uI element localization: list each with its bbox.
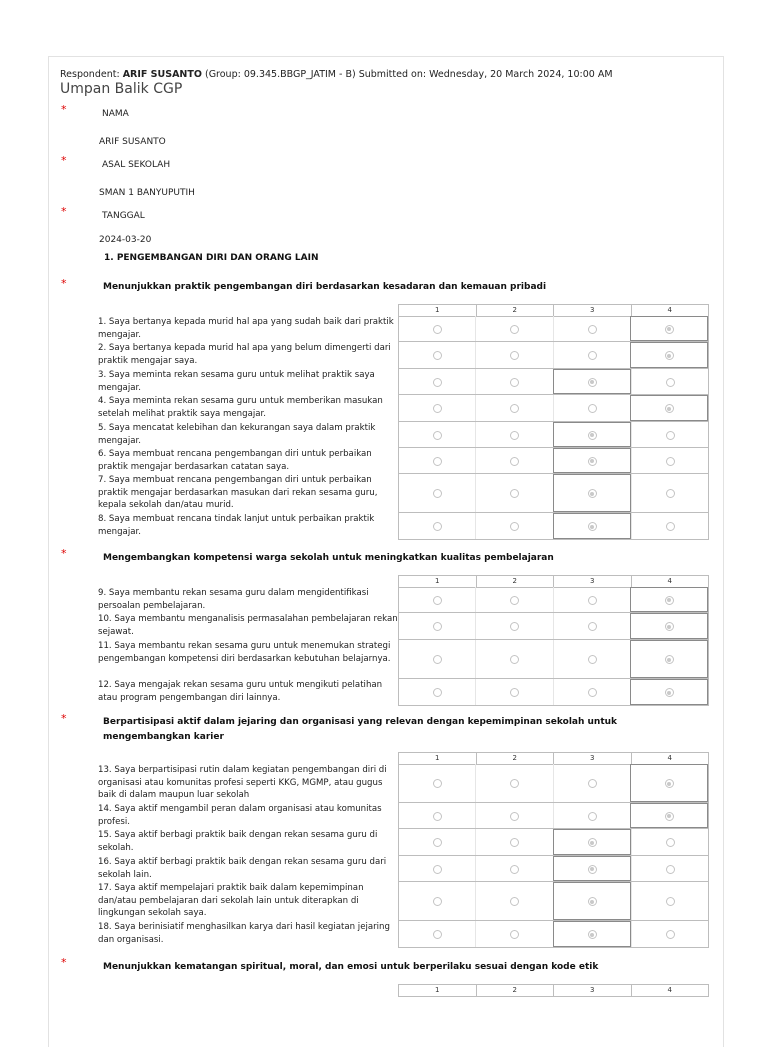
radio-option[interactable] <box>588 404 597 413</box>
statement-text: 6. Saya membuat rencana pengembangan diri untuk perbaikan praktik mengajar berdasarkan catatan saya. <box>98 449 372 472</box>
rating-cell <box>475 342 552 368</box>
rating-cell <box>553 474 631 512</box>
rating-cell <box>553 803 630 828</box>
radio-option[interactable] <box>510 404 519 413</box>
scale-label: 1 <box>435 306 440 314</box>
rating-options <box>398 829 709 856</box>
rating-cell <box>399 856 475 881</box>
radio-selected[interactable] <box>588 865 597 874</box>
rating-cell <box>553 764 630 802</box>
rating-cell <box>630 764 708 802</box>
group-title-2: Mengembangkan kompetensi warga sekolah untuk meningkatkan kualitas pembelajaran <box>103 553 554 563</box>
group-title-4: Menunjukkan kematangan spiritual, moral, dan emosi untuk berperilaku sesuai dengan kode etik <box>103 962 599 972</box>
form-title: Umpan Balik CGP <box>60 81 183 97</box>
radio-option[interactable] <box>588 622 597 631</box>
rating-cell <box>631 474 708 512</box>
scale-header <box>398 984 709 997</box>
rating-options <box>398 316 709 342</box>
rating-cell <box>553 422 631 447</box>
rating-cell <box>631 829 708 855</box>
radio-option[interactable] <box>588 688 597 697</box>
statement-text: 1. Saya bertanya kepada murid hal apa yang sudah baik dari praktik mengajar. <box>98 317 394 340</box>
required-mark: * <box>61 277 67 290</box>
scale-label: 4 <box>631 753 709 764</box>
rating-cell <box>475 882 552 920</box>
rating-cell <box>553 856 631 881</box>
radio-option[interactable] <box>433 431 442 440</box>
radio-option[interactable] <box>666 930 675 939</box>
rating-cell <box>630 640 708 678</box>
rating-cell <box>553 613 630 639</box>
radio-option[interactable] <box>433 838 442 847</box>
matrix-row <box>98 921 707 948</box>
matrix-row <box>98 856 707 882</box>
radio-option[interactable] <box>433 404 442 413</box>
radio-selected[interactable] <box>588 431 597 440</box>
rating-cell <box>631 856 708 881</box>
radio-option[interactable] <box>433 688 442 697</box>
matrix-row <box>98 369 707 395</box>
rating-options <box>398 369 709 395</box>
matrix-row <box>98 829 707 856</box>
scale-label: 2 <box>476 985 554 996</box>
required-mark: * <box>61 103 67 116</box>
matrix-row <box>98 640 707 679</box>
rating-cell <box>475 395 552 421</box>
rating-options <box>398 342 709 369</box>
rating-cell <box>475 316 552 341</box>
rating-cell <box>399 316 475 341</box>
radio-option[interactable] <box>510 457 519 466</box>
radio-option[interactable] <box>510 688 519 697</box>
rating-cell <box>399 882 475 920</box>
scale-label: 3 <box>553 305 631 316</box>
radio-selected[interactable] <box>588 897 597 906</box>
radio-option[interactable] <box>433 457 442 466</box>
statement-text: 14. Saya aktif mengambil peran dalam organisasi atau komunitas profesi. <box>98 804 382 827</box>
field-value-nama: ARIF SUSANTO <box>99 137 166 147</box>
rating-options <box>398 679 709 706</box>
scale-label: 2 <box>476 305 554 316</box>
rating-cell <box>399 764 475 802</box>
rating-options <box>398 395 709 422</box>
rating-cell <box>475 369 552 394</box>
radio-option[interactable] <box>433 865 442 874</box>
radio-option[interactable] <box>510 865 519 874</box>
rating-cell <box>475 587 552 612</box>
radio-option[interactable] <box>433 930 442 939</box>
radio-option[interactable] <box>510 779 519 788</box>
matrix-row <box>98 342 707 369</box>
matrix-row <box>98 448 707 474</box>
rating-cell <box>553 587 630 612</box>
radio-option[interactable] <box>666 431 675 440</box>
scale-label: 3 <box>553 985 631 996</box>
group-title-1: Menunjukkan praktik pengembangan diri berdasarkan kesadaran dan kemauan pribadi <box>103 282 547 292</box>
rating-cell <box>630 395 708 421</box>
field-value-tanggal: 2024-03-20 <box>99 235 152 245</box>
statement-text: 15. Saya aktif berbagi praktik baik dengan rekan sesama guru di sekolah. <box>98 830 378 853</box>
radio-option[interactable] <box>588 655 597 664</box>
required-mark: * <box>61 547 67 560</box>
rating-options <box>398 921 709 948</box>
radio-option[interactable] <box>588 325 597 334</box>
rating-cell <box>553 342 630 368</box>
radio-selected[interactable] <box>665 688 674 697</box>
matrix-row <box>98 803 707 829</box>
rating-cell <box>475 613 552 639</box>
rating-cell <box>553 395 630 421</box>
statement-text: 5. Saya mencatat kelebihan dan kekurangan saya dalam praktik mengajar. <box>98 423 376 446</box>
required-mark: * <box>61 205 67 218</box>
scale-label: 4 <box>631 576 709 587</box>
rating-cell <box>630 316 708 341</box>
rating-cell <box>399 613 475 639</box>
rating-cell <box>399 829 475 855</box>
rating-cell <box>399 803 475 828</box>
radio-option[interactable] <box>588 779 597 788</box>
radio-option[interactable] <box>510 378 519 387</box>
field-label-tanggal: TANGGAL <box>102 211 145 221</box>
statement-text: 16. Saya aktif berbagi praktik baik dengan rekan sesama guru dari sekolah lain. <box>98 857 387 880</box>
rating-cell <box>630 342 708 368</box>
radio-option[interactable] <box>510 325 519 334</box>
rating-options <box>398 882 709 921</box>
rating-cell <box>475 448 552 473</box>
respondent-name: ARIF SUSANTO <box>122 69 202 80</box>
rating-cell <box>399 587 475 612</box>
radio-selected[interactable] <box>665 351 674 360</box>
rating-cell <box>553 921 631 947</box>
radio-option[interactable] <box>510 596 519 605</box>
rating-cell <box>553 316 630 341</box>
matrix-row <box>98 513 707 540</box>
scale-label: 3 <box>553 576 631 587</box>
scale-label: 2 <box>476 576 554 587</box>
radio-option[interactable] <box>433 596 442 605</box>
radio-option[interactable] <box>510 522 519 531</box>
radio-option[interactable] <box>510 655 519 664</box>
scale-label: 4 <box>631 985 709 996</box>
statement-text: 11. Saya membantu rekan sesama guru untuk menemukan strategi pengembangan kompetensi diri berdasarkan kebutuhan belajarnya. <box>98 641 391 664</box>
radio-option[interactable] <box>433 897 442 906</box>
respondent-label: Respondent: <box>60 69 120 80</box>
radio-option[interactable] <box>510 838 519 847</box>
statement-text: 9. Saya membantu rekan sesama guru dalam mengidentifikasi persoalan pembelajaran. <box>98 588 369 611</box>
matrix-row <box>98 422 707 448</box>
radio-option[interactable] <box>666 865 675 874</box>
rating-cell <box>553 640 630 678</box>
matrix-row <box>98 395 707 422</box>
rating-cell <box>399 640 475 678</box>
radio-option[interactable] <box>588 351 597 360</box>
rating-cell <box>553 369 631 394</box>
radio-option[interactable] <box>433 378 442 387</box>
matrix-row <box>98 316 707 342</box>
radio-option[interactable] <box>433 812 442 821</box>
radio-option[interactable] <box>510 431 519 440</box>
rating-options <box>398 587 709 613</box>
radio-option[interactable] <box>666 838 675 847</box>
rating-cell <box>630 587 708 612</box>
radio-selected[interactable] <box>665 655 674 664</box>
rating-options <box>398 856 709 882</box>
matrix-row <box>98 474 707 513</box>
rating-cell <box>631 369 708 394</box>
scale-label: 1 <box>435 754 440 762</box>
statement-text: 7. Saya membuat rencana pengembangan diri untuk perbaikan praktik mengajar berdasarkan masukan dari rekan sesama guru, kepala sekolah dan/atau murid. <box>98 475 378 510</box>
radio-option[interactable] <box>510 897 519 906</box>
field-label-nama: NAMA <box>102 109 129 119</box>
radio-option[interactable] <box>510 489 519 498</box>
rating-cell <box>475 829 552 855</box>
rating-cell <box>399 448 475 473</box>
radio-option[interactable] <box>666 457 675 466</box>
matrix-row <box>98 679 707 706</box>
matrix-row <box>98 882 707 921</box>
rating-cell <box>475 513 552 539</box>
radio-option[interactable] <box>510 930 519 939</box>
radio-option[interactable] <box>666 897 675 906</box>
rating-cell <box>631 448 708 473</box>
rating-cell <box>631 422 708 447</box>
field-value-asal-sekolah: SMAN 1 BANYUPUTIH <box>99 188 195 198</box>
rating-options <box>398 448 709 474</box>
radio-selected[interactable] <box>588 522 597 531</box>
statement-text: 4. Saya meminta rekan sesama guru untuk memberikan masukan setelah melihat praktik saya mengajar. <box>98 396 383 419</box>
required-mark: * <box>61 712 67 725</box>
radio-selected[interactable] <box>665 325 674 334</box>
rating-cell <box>475 474 552 512</box>
radio-option[interactable] <box>666 522 675 531</box>
rating-cell <box>399 679 475 705</box>
radio-selected[interactable] <box>588 838 597 847</box>
radio-option[interactable] <box>666 489 675 498</box>
statement-text: 2. Saya bertanya kepada murid hal apa yang belum dimengerti dari praktik mengajar saya. <box>98 343 391 366</box>
rating-options <box>398 513 709 540</box>
radio-option[interactable] <box>588 812 597 821</box>
rating-cell <box>630 679 708 705</box>
submission-details: (Group: 09.345.BBGP_JATIM - B) Submitted on: Wednesday, 20 March 2024, 10:00 AM <box>204 69 613 80</box>
radio-selected[interactable] <box>665 779 674 788</box>
statement-text: 18. Saya berinisiatif menghasilkan karya dari hasil kegiatan jejaring dan organisasi. <box>98 922 390 945</box>
rating-cell <box>630 613 708 639</box>
rating-cell <box>475 803 552 828</box>
rating-cell <box>399 513 475 539</box>
rating-cell <box>475 921 552 947</box>
scale-label: 1 <box>435 577 440 585</box>
radio-option[interactable] <box>433 779 442 788</box>
rating-cell <box>399 342 475 368</box>
rating-options <box>398 422 709 448</box>
radio-option[interactable] <box>666 378 675 387</box>
radio-option[interactable] <box>433 489 442 498</box>
radio-option[interactable] <box>433 325 442 334</box>
rating-cell <box>553 829 631 855</box>
radio-option[interactable] <box>510 351 519 360</box>
required-mark: * <box>61 154 67 167</box>
radio-selected[interactable] <box>588 457 597 466</box>
radio-option[interactable] <box>510 812 519 821</box>
rating-cell <box>631 513 708 539</box>
rating-cell <box>475 640 552 678</box>
radio-selected[interactable] <box>588 489 597 498</box>
radio-option[interactable] <box>433 351 442 360</box>
scale-label: 2 <box>476 753 554 764</box>
radio-option[interactable] <box>588 596 597 605</box>
radio-selected[interactable] <box>665 622 674 631</box>
rating-cell <box>475 422 552 447</box>
scale-label: 3 <box>553 753 631 764</box>
radio-option[interactable] <box>433 655 442 664</box>
radio-selected[interactable] <box>588 378 597 387</box>
radio-selected[interactable] <box>665 596 674 605</box>
radio-selected[interactable] <box>665 812 674 821</box>
rating-cell <box>553 679 630 705</box>
statement-text: 3. Saya meminta rekan sesama guru untuk melihat praktik saya mengajar. <box>98 370 375 393</box>
radio-option[interactable] <box>433 622 442 631</box>
rating-cell <box>399 921 475 947</box>
rating-cell <box>475 764 552 802</box>
rating-cell <box>399 395 475 421</box>
rating-cell <box>553 882 631 920</box>
scale-label: 1 <box>435 986 440 994</box>
matrix-row <box>98 613 707 640</box>
statement-text: 13. Saya berpartisipasi rutin dalam kegiatan pengembangan diri di organisasi atau komunitas profesi seperti KKG, MGMP, atau gugus baik di dalam maupun luar sekolah <box>98 765 387 800</box>
rating-options <box>398 640 709 679</box>
rating-cell <box>399 422 475 447</box>
section-title: 1. PENGEMBANGAN DIRI DAN ORANG LAIN <box>104 253 319 263</box>
rating-cell <box>399 369 475 394</box>
rating-cell <box>475 679 552 705</box>
respondent-header <box>60 69 613 80</box>
radio-selected[interactable] <box>665 404 674 413</box>
radio-selected[interactable] <box>588 930 597 939</box>
statement-text: 12. Saya mengajak rekan sesama guru untuk mengikuti pelatihan atau program pengembangan diri lainnya. <box>98 680 383 703</box>
rating-cell <box>475 856 552 881</box>
required-mark: * <box>61 956 67 969</box>
rating-cell <box>631 921 708 947</box>
radio-option[interactable] <box>433 522 442 531</box>
rating-options <box>398 474 709 513</box>
rating-cell <box>553 513 631 539</box>
matrix-row <box>98 764 707 803</box>
rating-options <box>398 803 709 829</box>
field-label-asal-sekolah: ASAL SEKOLAH <box>102 160 171 170</box>
rating-cell <box>553 448 631 473</box>
group-title-3: Berpartisipasi aktif dalam jejaring dan organisasi yang relevan dengan kepemimpinan sekolah untuk mengembangkan karier <box>103 717 618 742</box>
statement-text: 8. Saya membuat rencana tindak lanjut untuk perbaikan praktik mengajar. <box>98 514 375 537</box>
rating-cell <box>399 474 475 512</box>
matrix-row <box>98 587 707 613</box>
rating-cell <box>631 882 708 920</box>
rating-options <box>398 764 709 803</box>
statement-text: 17. Saya aktif mempelajari praktik baik dalam kepemimpinan dan/atau pembelajaran dari sekolah lain untuk diterapkan di lingkungan sekolah saya. <box>98 883 364 918</box>
rating-options <box>398 613 709 640</box>
radio-option[interactable] <box>510 622 519 631</box>
statement-text: 10. Saya membantu menganalisis permasalahan pembelajaran rekan sejawat. <box>98 614 398 637</box>
rating-cell <box>630 803 708 828</box>
scale-label: 4 <box>631 305 709 316</box>
